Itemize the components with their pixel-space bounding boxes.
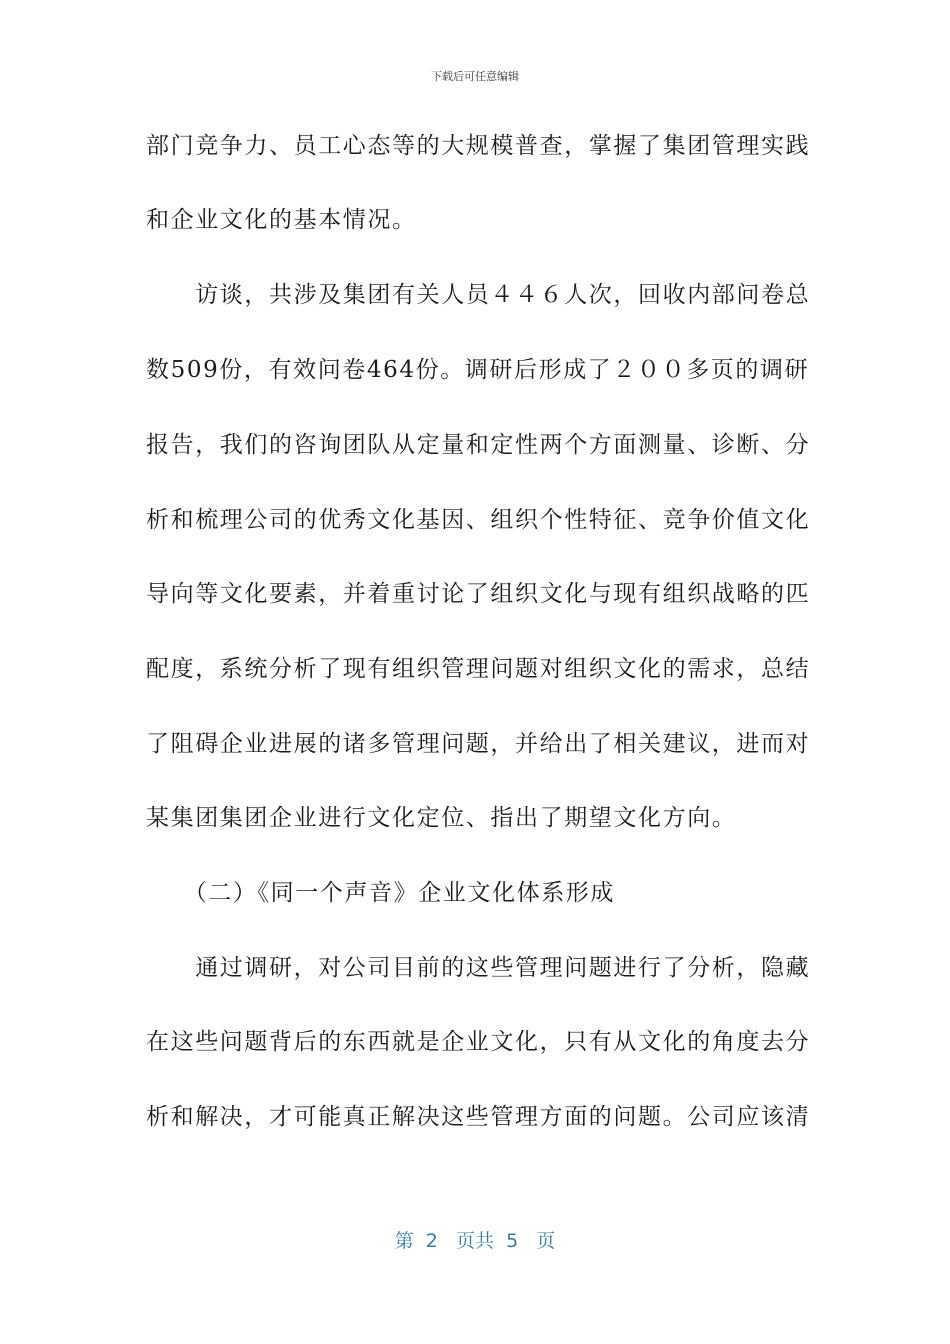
page-header-note: 下载后可任意编辑: [431, 70, 519, 83]
text-line: 访谈，共涉及集团有关人员４４６人次，回收内部问卷总: [146, 282, 811, 308]
text-line: 某集团集团企业进行文化定位、指出了期望文化方向。: [146, 805, 737, 831]
text-line: 析和梳理公司的优秀文化基因、组织个性特征、竞争价值文化: [146, 507, 811, 533]
text-line: 和企业文化的基本情况。: [146, 207, 417, 233]
text-line: 通过调研，对公司目前的这些管理问题进行了分析，隐藏: [146, 955, 811, 981]
text-line: 在这些问题背后的东西就是企业文化，只有从文化的角度去分: [146, 1029, 811, 1055]
text-line: 配度，系统分析了现有组织管理问题对组织文化的需求，总结: [146, 656, 811, 682]
section-heading: （二）《同一个声音》企业文化体系形成: [146, 880, 615, 906]
text-line: 析和解决，才可能真正解决这些管理方面的问题。公司应该清: [146, 1104, 811, 1130]
text-line: 数509份，有效问卷464份。调研后形成了２００多页的调研: [146, 357, 810, 383]
text-line: 报告，我们的咨询团队从定量和定性两个方面测量、诊断、分: [146, 432, 811, 458]
text-line: 了阻碍企业进展的诸多管理问题，并给出了相关建议，进而对: [146, 731, 811, 757]
text-line: 部门竞争力、员工心态等的大规模普查，掌握了集团管理实践: [146, 133, 811, 159]
text-line: 导向等文化要素，并着重讨论了组织文化与现有组织战略的匹: [146, 581, 811, 607]
page-number-footer: 第 2 页共 5 页: [394, 1230, 556, 1252]
